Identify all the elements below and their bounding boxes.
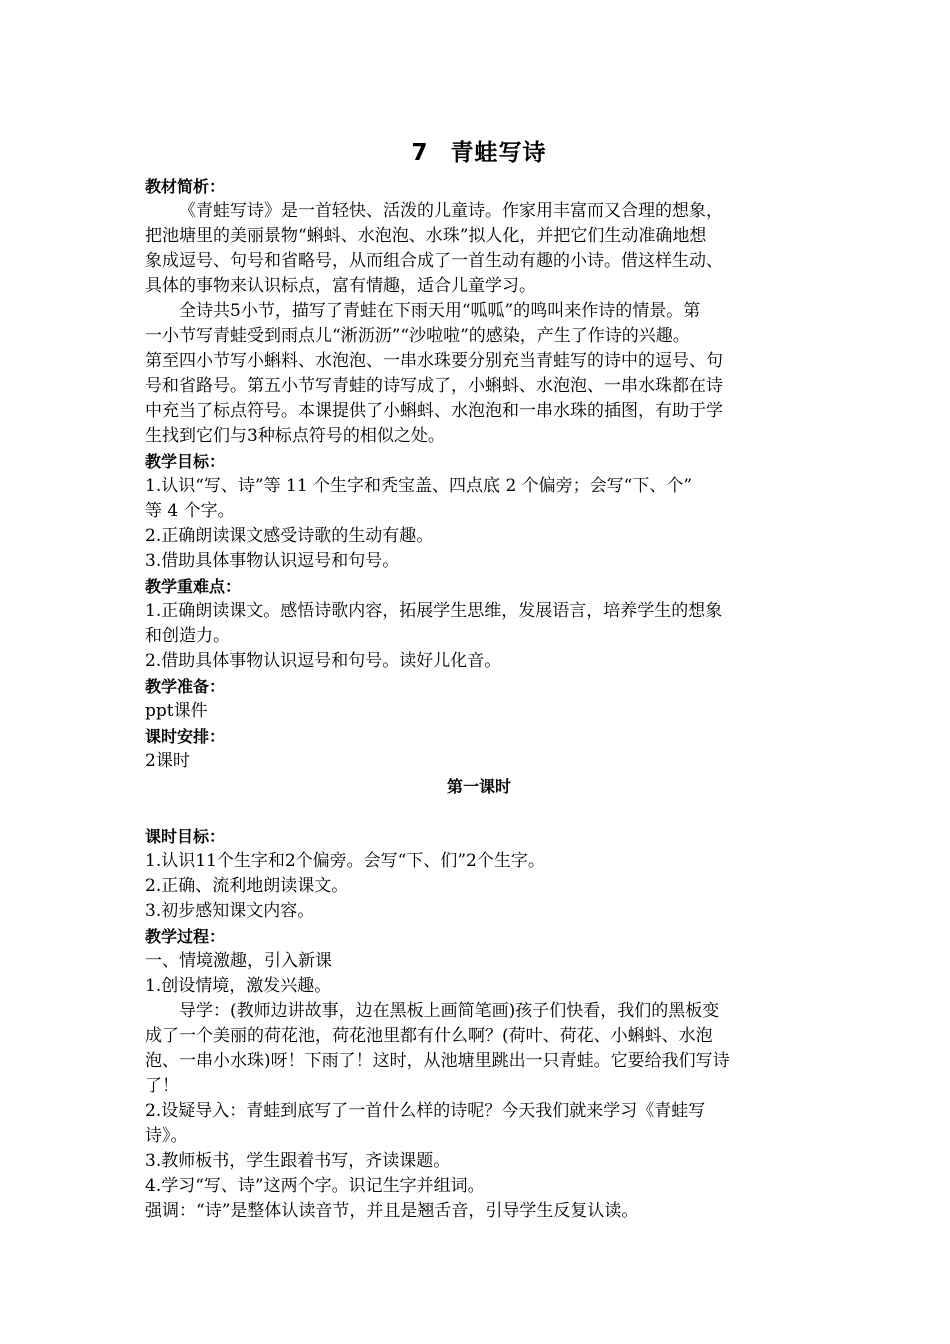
blank-line [145,799,813,824]
paragraph-line: 泡、一串小水珠)呀！下雨了！这时，从池塘里跳出一只青蛙。它要给我们写诗 [145,1051,730,1071]
paragraph-line: 中充当了标点符号。本课提供了小蝌蚪、水泡泡和一串水珠的插图，有助于学 [145,401,723,421]
paragraph-line: 象成逗号、句号和省略号，从而组合成了一首生动有趣的小诗。借这样生动、 [145,251,723,271]
process-substep: 诗》。 [145,1126,188,1146]
section-heading-lesson-goals: 课时目标： [145,827,226,846]
prep-text: ppt课件 [145,701,208,721]
list-item: 和创造力。 [145,626,230,646]
process-step: 一、情境激趣，引入新课 [145,951,332,971]
paragraph-line: 一小节写青蛙受到雨点儿“淅沥沥”“沙啦啦”的感染，产生了作诗的兴趣。 [145,326,690,346]
paragraph-line: 第至四小节写小蝌料、水泡泡、一串水珠要分别充当青蛙写的诗中的逗号、句 [145,351,723,371]
list-item: 2.正确、流利地朗读课文。 [145,876,349,896]
document-content [145,138,813,1224]
list-item: 3.借助具体事物认识逗号和句号。 [145,551,400,571]
schedule-text: 2课时 [145,751,190,771]
paragraph-line: 把池塘里的美丽景物“蝌蚪、水泡泡、水珠”拟人化，并把它们生动准确地想 [145,226,707,246]
section-heading-process: 教学过程： [145,927,226,946]
list-item: 2.借助具体事物认识逗号和句号。读好儿化音。 [145,651,502,671]
paragraph-line: 号和省路号。第五小节写青蛙的诗写成了，小蝌蚪、水泡泡、一串水珠都在诗 [145,376,723,396]
list-item: 1.认识11个生字和2个偏旁。会写“下、们”2个生字。 [145,851,545,871]
process-substep: 1.创设情境，激发兴趣。 [145,976,332,996]
paragraph-line: 了！ [145,1076,179,1096]
process-substep: 3.教师板书，学生跟着书写，齐读课题。 [145,1151,451,1171]
section-heading-analysis: 教材简析： [145,177,226,196]
process-substep: 2.设疑导入：青蛙到底写了一首什么样的诗呢？今天我们就来学习《青蛙写 [145,1101,706,1121]
page-title [145,138,813,172]
list-item: 2.正确朗读课文感受诗歌的生动有趣。 [145,526,434,546]
paragraph-line: 全诗共5小节，描写了青蛙在下雨天用“呱呱”的鸣叫来作诗的情景。第 [179,301,701,321]
process-substep: 4.学习“写、诗”这两个字。识记生字并组词。 [145,1176,485,1196]
lesson-subtitle: 第一课时 [446,777,511,796]
list-item: 3.初步感知课文内容。 [145,901,315,921]
paragraph-line: 《青蛙写诗》是一首轻快、活泼的儿童诗。作家用丰富而又合理的想象， [179,201,723,221]
section-heading-keypoints: 教学重难点： [145,577,242,596]
paragraph-line: 具体的事物来认识标点，富有情趣，适合儿童学习。 [145,276,536,296]
lesson-number: 7 [411,140,429,166]
paragraph-line: 生找到它们与3种标点符号的相似之处。 [145,426,445,446]
section-heading-prep: 教学准备： [145,677,226,696]
lesson-title: 青蛙写诗 [450,140,547,166]
list-item: 1.认识“写、诗”等 11 个生字和秃宝盖、四点底 2 个偏旁；会写“下、个” [145,476,693,496]
process-substep: 强调：“诗”是整体认读音节，并且是翘舌音，引导学生反复认读。 [145,1201,639,1221]
list-item: 等 4 个字。 [145,501,235,521]
paragraph-line: 成了一个美丽的荷花池，荷花池里都有什么啊？(荷叶、荷花、小蝌蚪、水泡 [145,1026,713,1046]
section-heading-schedule: 课时安排： [145,727,226,746]
paragraph-line: 导学：(教师边讲故事，边在黑板上画简笔画)孩子们快看，我们的黑板变 [179,1001,720,1021]
list-item: 1.正确朗读课文。感悟诗歌内容，拓展学生思维，发展语言，培养学生的想象 [145,601,723,621]
section-heading-goals: 教学目标： [145,452,226,471]
